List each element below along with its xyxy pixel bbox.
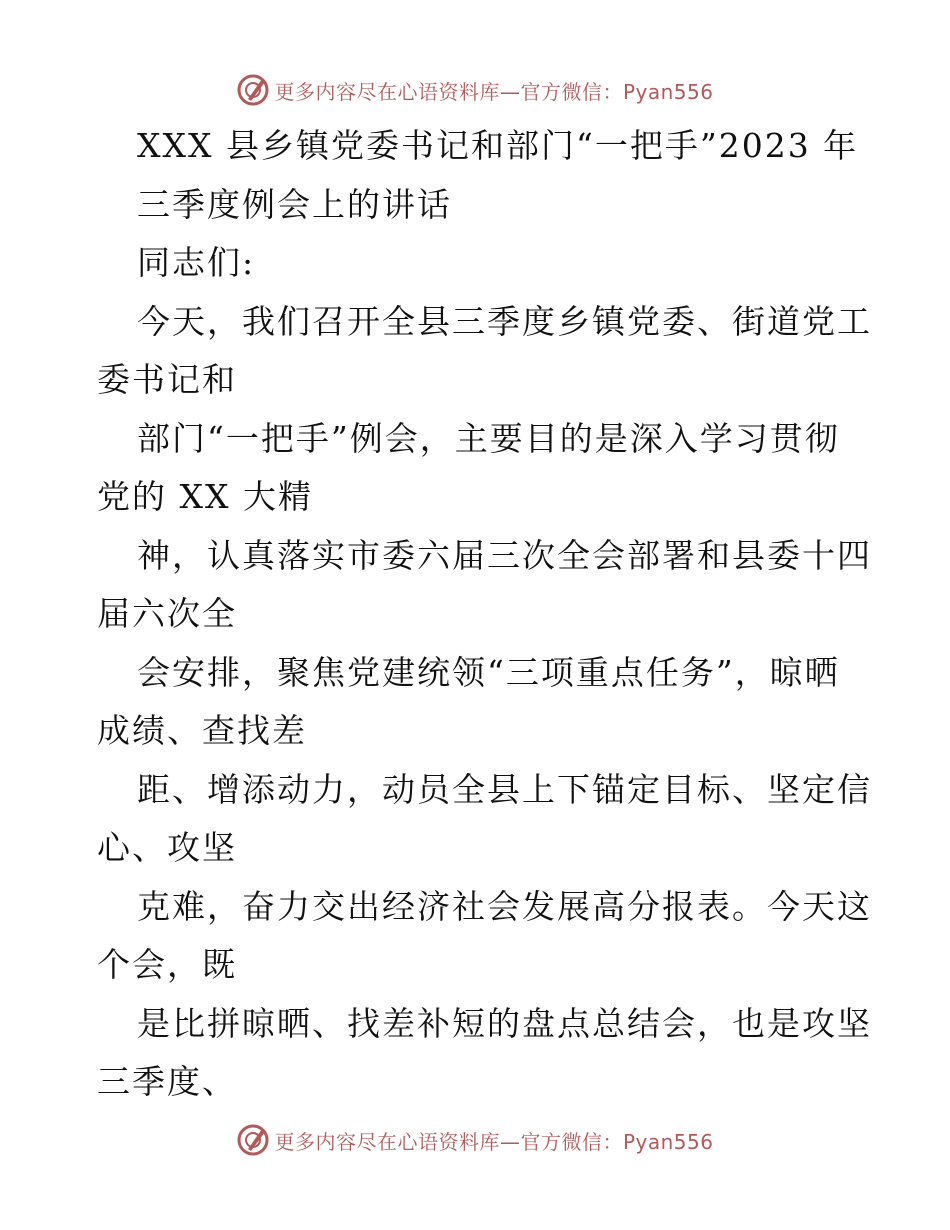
watermark-header xyxy=(0,70,950,110)
paragraph-line: 届六次全 xyxy=(97,594,237,633)
watermark-footer xyxy=(0,1120,950,1160)
paragraph-line: 三季度、 xyxy=(97,1062,237,1101)
paragraph-line: 部门“一把手”例会，主要目的是深入学习贯彻 xyxy=(137,419,840,458)
paragraph-line: 个会，既 xyxy=(97,945,237,984)
pen-circle-logo-icon xyxy=(236,73,270,107)
document-title-line-2: 三季度例会上的讲话 xyxy=(137,185,452,224)
document-title-line-1: XXX 县乡镇党委书记和部门“一把手”2023 年 xyxy=(137,126,859,165)
watermark-text: 更多内容尽在心语资料库—官方微信：Pyan556 xyxy=(274,1129,714,1154)
paragraph-line: 会安排，聚焦党建统领“三项重点任务”，晾晒 xyxy=(137,653,840,692)
paragraph-line: 成绩、查找差 xyxy=(97,711,307,750)
salutation: 同志们: xyxy=(137,243,256,282)
paragraph-line: 神，认真落实市委六届三次全会部署和县委十四 xyxy=(137,536,872,575)
paragraph-line: 是比拼晾晒、找差补短的盘点总结会，也是攻坚 xyxy=(137,1004,872,1043)
paragraph-line: 党的 XX 大精 xyxy=(97,477,313,516)
paragraph-line: 距、增添动力，动员全县上下锚定目标、坚定信 xyxy=(137,770,872,809)
watermark-text: 更多内容尽在心语资料库—官方微信：Pyan556 xyxy=(274,79,714,104)
paragraph-line: 今天，我们召开全县三季度乡镇党委、街道党工 xyxy=(137,302,872,341)
pen-circle-logo-icon xyxy=(236,1123,270,1157)
paragraph-line: 心、攻坚 xyxy=(97,828,237,867)
paragraph-line: 克难，奋力交出经济社会发展高分报表。今天这 xyxy=(137,887,872,926)
paragraph-line: 委书记和 xyxy=(97,360,237,399)
